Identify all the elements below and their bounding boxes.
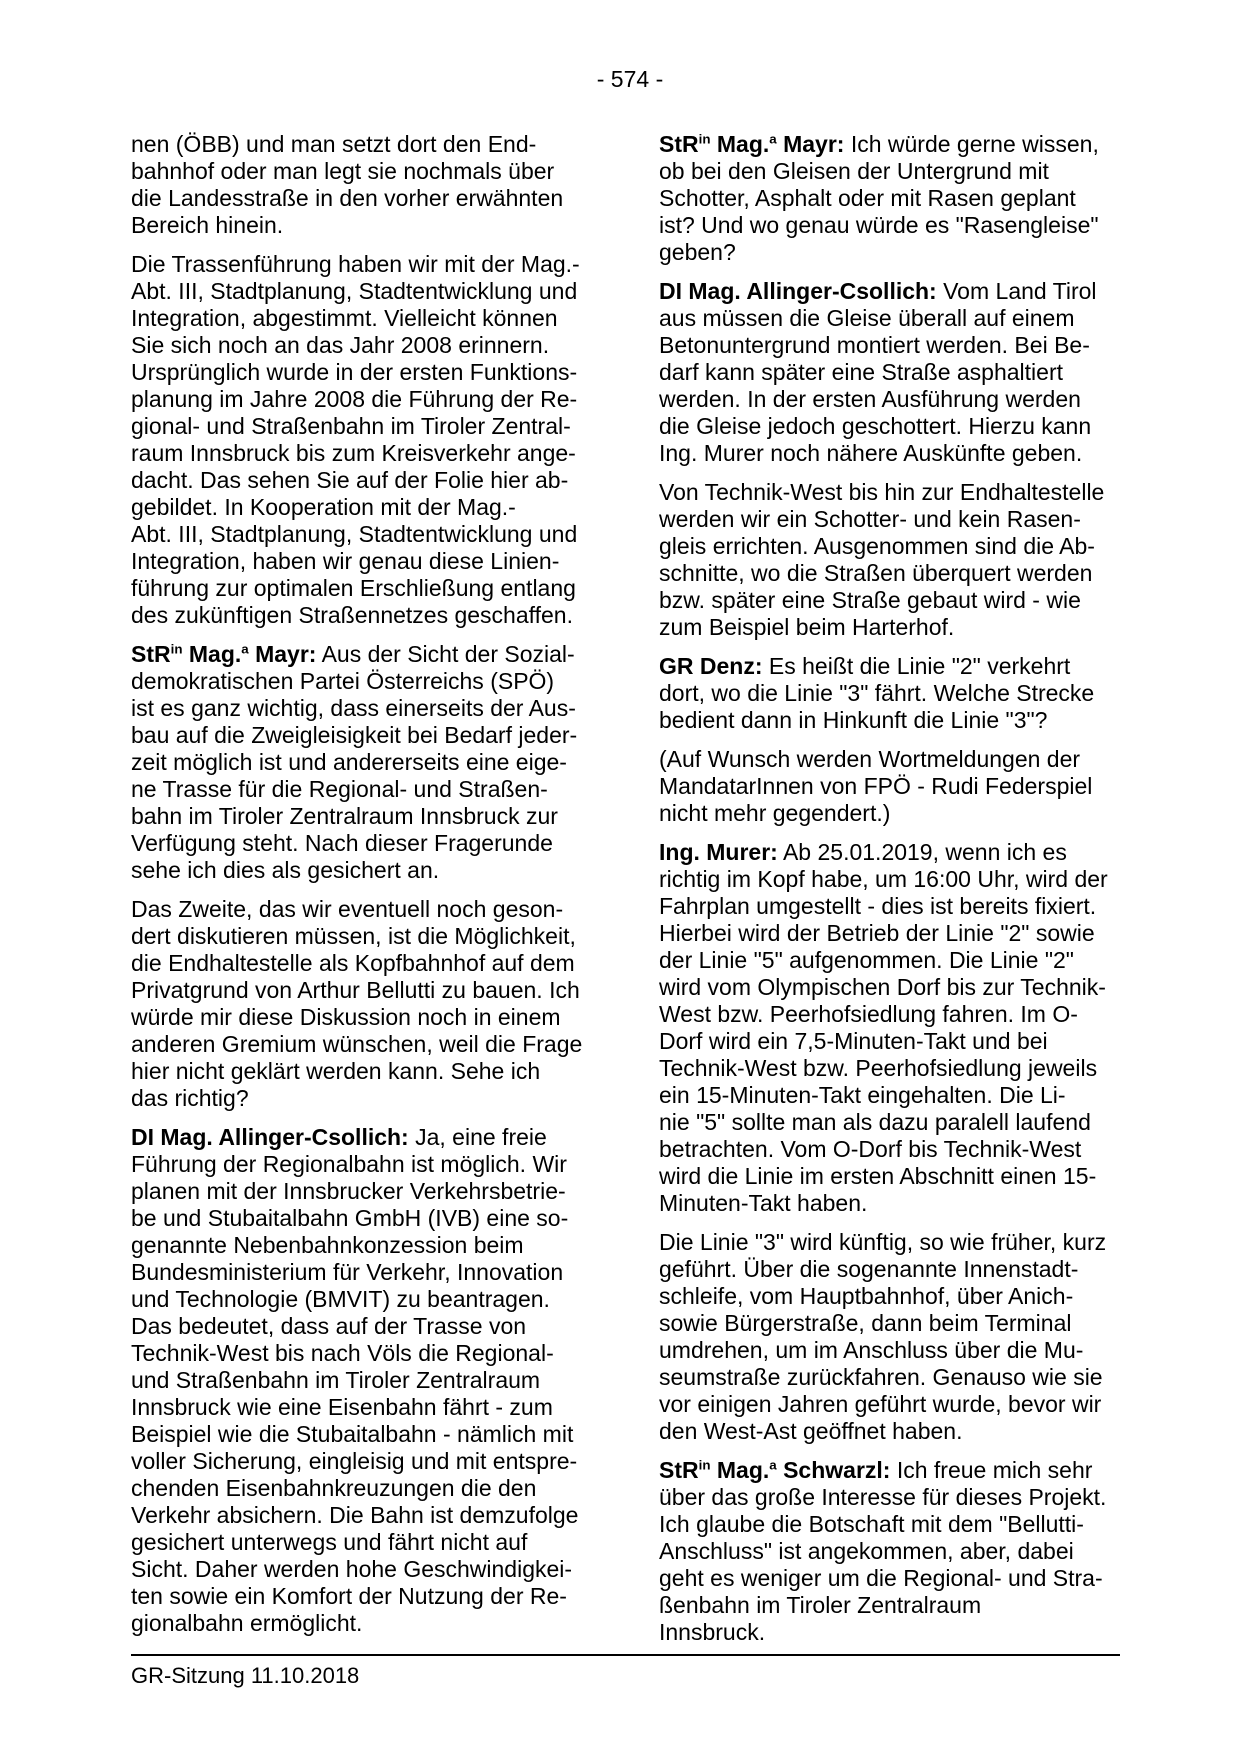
text-line: zeit möglich ist und andererseits eine eige- (131, 749, 567, 775)
text-line: Führung der Regionalbahn ist möglich. Wir (131, 1151, 567, 1177)
speaker-name: StR$^{in}$ Mag.$^a$ Mayr: (659, 131, 845, 157)
superscript: in (170, 641, 183, 657)
text-line: Das Zweite, das wir eventuell noch geson- (131, 896, 564, 922)
text-line: Innsbruck. (659, 1619, 766, 1645)
text-line: der Linie "5" aufgenommen. Die Linie "2" (659, 947, 1074, 973)
text-line: über das große Interesse für dieses Projekt. (659, 1484, 1107, 1510)
paragraph (131, 251, 601, 629)
text-line: Abt. III, Stadtplanung, Stadtentwicklung und (131, 278, 578, 304)
text-line: aus müssen die Gleise überall auf einem (659, 305, 1075, 331)
text-line: gionalbahn ermöglicht. (131, 1610, 363, 1636)
text-line: StR$^{in}$ Mag.$^a$ Schwarzl: Ich freue mich sehr (659, 1457, 1093, 1483)
paragraph (659, 131, 1129, 266)
text-line: DI Mag. Allinger-Csollich: Vom Land Tirol (659, 278, 1097, 304)
text-line: bahnhof oder man legt sie nochmals über (131, 158, 555, 184)
text-line: ten sowie ein Komfort der Nutzung der Re- (131, 1583, 567, 1609)
text-line: und Straßenbahn im Tiroler Zentralraum (131, 1367, 541, 1393)
text-line: Ing. Murer noch nähere Auskünfte geben. (659, 440, 1083, 466)
text-line: bzw. später eine Straße gebaut wird - wie (659, 587, 1081, 613)
text-line: DI Mag. Allinger-Csollich: Ja, eine freie (131, 1124, 547, 1150)
text-line: voller Sicherung, eingleisig und mit entspre- (131, 1448, 578, 1474)
text-line: Integration, abgestimmt. Vielleicht können (131, 305, 558, 331)
text-line: genannte Nebenbahnkonzession beim (131, 1232, 524, 1258)
text-line: führung zur optimalen Erschließung entlang (131, 575, 576, 601)
text-line: und Technologie (BMVIT) zu beantragen. (131, 1286, 550, 1312)
text-line: das richtig? (131, 1085, 249, 1111)
column-right (659, 131, 1129, 1658)
superscript: in (698, 131, 711, 147)
text-line: wird die Linie im ersten Abschnitt einen 15- (659, 1163, 1097, 1189)
text-line: sehe ich dies als gesichert an. (131, 857, 440, 883)
footer-text: GR-Sitzung 11.10.2018 (131, 1663, 360, 1688)
text-line: gesichert unterwegs und fährt nicht auf (131, 1529, 528, 1555)
text-line: geht es weniger um die Regional- und Stra- (659, 1565, 1103, 1591)
text-line: ist es ganz wichtig, dass einerseits der Aus- (131, 695, 576, 721)
text-line: West bzw. Peerhofsiedlung fahren. Im O- (659, 1001, 1078, 1027)
superscript: a (241, 641, 249, 657)
paragraph (131, 641, 601, 884)
text-line: zum Beispiel beim Harterhof. (659, 614, 955, 640)
text-line: Fahrplan umgestellt - dies ist bereits fixiert. (659, 893, 1097, 919)
text-line: Verkehr absichern. Die Bahn ist demzufolge (131, 1502, 579, 1528)
text-line: Bereich hinein. (131, 212, 284, 238)
text-line: StR$^{in}$ Mag.$^a$ Mayr: Ich würde gerne wissen, (659, 131, 1099, 157)
text-line: Sicht. Daher werden hohe Geschwindigkei- (131, 1556, 573, 1582)
text-line: Abt. III, Stadtplanung, Stadtentwicklung und (131, 521, 578, 547)
paragraph (659, 1457, 1129, 1646)
text-line: Verfügung steht. Nach dieser Fragerunde (131, 830, 553, 856)
text-line: (Auf Wunsch werden Wortmeldungen der (659, 746, 1081, 772)
text-line: ein 15-Minuten-Takt eingehalten. Die Li- (659, 1082, 1066, 1108)
paragraph (659, 278, 1129, 467)
speaker-name: DI Mag. Allinger-Csollich: (659, 278, 937, 304)
text-line: die Landesstraße in den vorher erwähnten (131, 185, 564, 211)
paragraph (131, 131, 601, 239)
text-line: darf kann später eine Straße asphaltiert (659, 359, 1064, 385)
text-line: Technik-West bis nach Völs die Regional- (131, 1340, 554, 1366)
text-line: nicht mehr gegendert.) (659, 800, 891, 826)
text-line: chenden Eisenbahnkreuzungen die den (131, 1475, 537, 1501)
text-line: würde mir diese Diskussion noch in einem (131, 1004, 561, 1030)
text-line: die Gleise jedoch geschottert. Hierzu kann (659, 413, 1092, 439)
text-line: Ich glaube die Botschaft mit dem "Bellutti- (659, 1511, 1084, 1537)
speaker-name: GR Denz: (659, 653, 763, 679)
speaker-name: StR$^{in}$ Mag.$^a$ Schwarzl: (659, 1457, 891, 1483)
paragraph (659, 746, 1129, 827)
text-line: seumstraße zurückfahren. Genauso wie sie (659, 1364, 1103, 1390)
text-line: des zukünftigen Straßennetzes geschaffen. (131, 602, 573, 628)
text-line: Betonuntergrund montiert werden. Bei Be- (659, 332, 1090, 358)
text-line: bedient dann in Hinkunft die Linie "3"? (659, 707, 1048, 733)
text-line: schleife, vom Hauptbahnhof, über Anich- (659, 1283, 1074, 1309)
paragraph (659, 653, 1129, 734)
text-line: dort, wo die Linie "3" fährt. Welche Strecke (659, 680, 1095, 706)
speaker-name: DI Mag. Allinger-Csollich: (131, 1124, 409, 1150)
text-line: Privatgrund von Arthur Bellutti zu bauen. Ich (131, 977, 580, 1003)
text-line: planen mit der Innsbrucker Verkehrsbetrie- (131, 1178, 566, 1204)
text-line: gleis errichten. Ausgenommen sind die Ab- (659, 533, 1095, 559)
text-line: Integration, haben wir genau diese Linien- (131, 548, 560, 574)
text-line: Von Technik-West bis hin zur Endhaltestelle (659, 479, 1105, 505)
text-line: dacht. Das sehen Sie auf der Folie hier ab- (131, 467, 569, 493)
text-line: Das bedeutet, dass auf der Trasse von (131, 1313, 527, 1339)
text-line: Die Trassenführung haben wir mit der Mag.- (131, 251, 580, 277)
text-line: Ursprünglich wurde in der ersten Funktions- (131, 359, 578, 385)
text-line: Hierbei wird der Betrieb der Linie "2" sowie (659, 920, 1095, 946)
text-line: nen (ÖBB) und man setzt dort den End- (131, 131, 537, 157)
text-line: Anschluss" ist angekommen, aber, dabei (659, 1538, 1074, 1564)
text-line: Minuten-Takt haben. (659, 1190, 868, 1216)
text-line: schnitte, wo die Straßen überquert werden (659, 560, 1093, 586)
text-line: umdrehen, um im Anschluss über die Mu- (659, 1337, 1084, 1363)
text-line: Bundesministerium für Verkehr, Innovation (131, 1259, 564, 1285)
paragraph (131, 1124, 601, 1637)
text-line: den West-Ast geöffnet haben. (659, 1418, 963, 1444)
text-line: demokratischen Partei Österreichs (SPÖ) (131, 668, 555, 694)
text-line: geben? (659, 239, 736, 265)
text-line: Ing. Murer: Ab 25.01.2019, wenn ich es (659, 839, 1067, 865)
superscript: in (698, 1457, 711, 1473)
speaker-name: Ing. Murer: (659, 839, 778, 865)
text-line: bahn im Tiroler Zentralraum Innsbruck zur (131, 803, 558, 829)
text-line: hier nicht geklärt werden kann. Sehe ich (131, 1058, 541, 1084)
superscript: a (769, 131, 777, 147)
text-line: ßenbahn im Tiroler Zentralraum (659, 1592, 982, 1618)
text-columns (131, 131, 1129, 1658)
text-line: richtig im Kopf habe, um 16:00 Uhr, wird der (659, 866, 1108, 892)
paragraph (659, 1229, 1129, 1445)
text-line: GR Denz: Es heißt die Linie "2" verkehrt (659, 653, 1071, 679)
footer-rule (131, 1654, 1120, 1656)
text-line: planung im Jahre 2008 die Führung der Re- (131, 386, 578, 412)
column-left (131, 131, 601, 1658)
text-line: betrachten. Vom O-Dorf bis Technik-West (659, 1136, 1082, 1162)
text-line: bau auf die Zweigleisigkeit bei Bedarf jeder- (131, 722, 578, 748)
text-line: Beispiel wie die Stubaitalbahn - nämlich mit (131, 1421, 574, 1447)
text-line: ist? Und wo genau würde es "Rasengleise" (659, 212, 1099, 238)
text-line: raum Innsbruck bis zum Kreisverkehr ange- (131, 440, 576, 466)
text-line: vor einigen Jahren geführt wurde, bevor wir (659, 1391, 1102, 1417)
text-line: werden. In der ersten Ausführung werden (659, 386, 1081, 412)
text-line: Die Linie "3" wird künftig, so wie früher, kurz (659, 1229, 1107, 1255)
superscript: a (769, 1457, 777, 1473)
text-line: Technik-West bzw. Peerhofsiedlung jeweils (659, 1055, 1098, 1081)
text-line: gional- und Straßenbahn im Tiroler Zentral- (131, 413, 571, 439)
text-line: Innsbruck wie eine Eisenbahn fährt - zum (131, 1394, 553, 1420)
text-line: anderen Gremium wünschen, weil die Frage (131, 1031, 583, 1057)
text-line: ne Trasse für die Regional- und Straßen- (131, 776, 548, 802)
text-line: ob bei den Gleisen der Untergrund mit (659, 158, 1049, 184)
text-line: MandatarInnen von FPÖ - Rudi Federspiel (659, 773, 1093, 799)
text-line: die Endhaltestelle als Kopfbahnhof auf dem (131, 950, 575, 976)
text-line: geführt. Über die sogenannte Innenstadt- (659, 1256, 1079, 1282)
paragraph (659, 839, 1129, 1217)
text-line: wird vom Olympischen Dorf bis zur Technik- (659, 974, 1106, 1000)
page-number: - 574 - (596, 66, 664, 92)
text-line: be und Stubaitalbahn GmbH (IVB) eine so- (131, 1205, 569, 1231)
text-line: sowie Bürgerstraße, dann beim Terminal (659, 1310, 1072, 1336)
text-line: Dorf wird ein 7,5-Minuten-Takt und bei (659, 1028, 1048, 1054)
text-line: Sie sich noch an das Jahr 2008 erinnern. (131, 332, 550, 358)
text-line: Schotter, Asphalt oder mit Rasen geplant (659, 185, 1076, 211)
speaker-name: StR$^{in}$ Mag.$^a$ Mayr: (131, 641, 317, 667)
paragraph (659, 479, 1129, 641)
text-line: werden wir ein Schotter- und kein Rasen- (659, 506, 1081, 532)
text-line: StR$^{in}$ Mag.$^a$ Mayr: Aus der Sicht der Sozial- (131, 641, 575, 667)
text-line: nie "5" sollte man als dazu paralell laufend (659, 1109, 1091, 1135)
text-line: dert diskutieren müssen, ist die Möglichkeit, (131, 923, 576, 949)
paragraph (131, 896, 601, 1112)
text-line: gebildet. In Kooperation mit der Mag.- (131, 494, 516, 520)
